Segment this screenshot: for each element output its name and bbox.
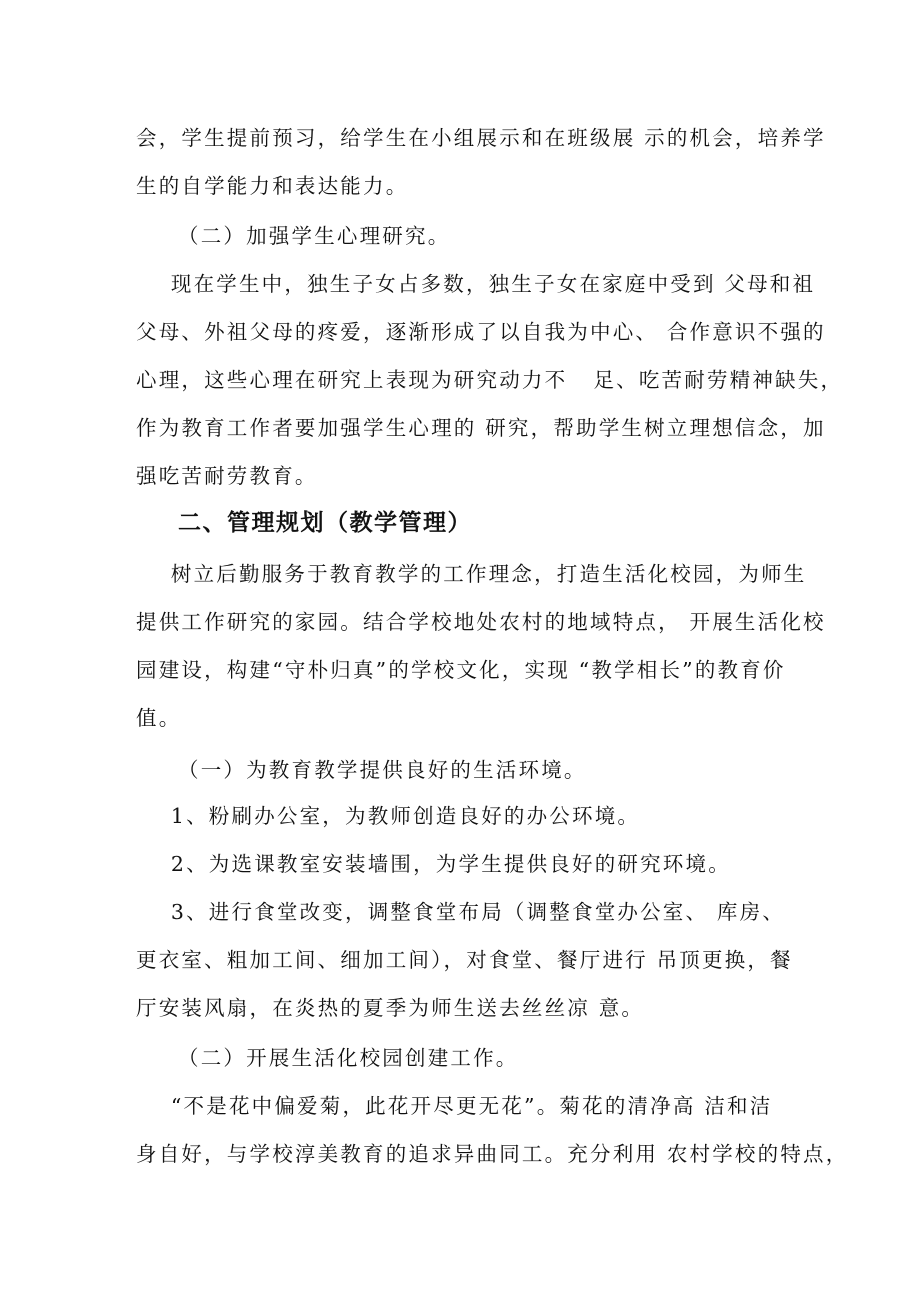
- paragraph-line: 值。: [136, 706, 182, 730]
- section-heading: 二、管理规划（教学管理）: [178, 510, 472, 536]
- subheading: （二）加强学生心理研究。: [178, 224, 451, 248]
- list-item: 3、进行食堂改变，调整食堂布局（调整食堂办公室、 库房、: [136, 900, 786, 924]
- paragraph-line: 强吃苦耐劳教育。: [136, 464, 318, 488]
- subheading: （二）开展生活化校园创建工作。: [178, 1046, 519, 1070]
- paragraph-line: 现在学生中，独生子女占多数，独生子女在家庭中受到 父母和祖: [136, 272, 816, 296]
- paragraph-line: 心理，这些心理在研究上表现为研究动力不 足、吃苦耐劳精神缺失，: [136, 368, 844, 392]
- paragraph-line: 身自好，与学校淳美教育的追求异曲同工。充分利用 农村学校的特点，: [136, 1142, 849, 1166]
- paragraph-line: 会，学生提前预习，给学生在小组展示和在班级展 示的机会，培养学: [136, 126, 826, 150]
- list-item: 厅安装风扇，在炎热的夏季为师生送去丝丝凉 意。: [136, 996, 645, 1020]
- paragraph-line: “不是花中偏爱菊，此花开尽更无花”。菊花的清净高 洁和洁: [136, 1094, 773, 1118]
- list-item: 更衣室、粗加工间、细加工间），对食堂、餐厅进行 吊顶更换，餐: [136, 948, 793, 972]
- paragraph-line: 作为教育工作者要加强学生心理的 研究，帮助学生树立理想信念，加: [136, 416, 826, 440]
- list-item: 2、为选课教室安装墙围，为学生提供良好的研究环境。: [136, 852, 731, 876]
- list-item: 1、粉刷办公室，为教师创造良好的办公环境。: [136, 804, 641, 828]
- paragraph-line: 父母、外祖父母的疼爱，逐渐形成了以自我为中心、 合作意识不强的: [136, 320, 826, 344]
- subheading: （一）为教育教学提供良好的生活环境。: [178, 758, 587, 782]
- paragraph-line: 树立后勤服务于教育教学的工作理念，打造生活化校园，为师生: [136, 562, 807, 586]
- paragraph-line: 提供工作研究的家园。结合学校地处农村的地域特点， 开展生活化校: [136, 610, 826, 634]
- paragraph-line: 生的自学能力和表达能力。: [136, 174, 409, 198]
- paragraph-line: 园建设，构建“守朴归真”的学校文化，实现 “教学相长”的教育价: [136, 658, 786, 682]
